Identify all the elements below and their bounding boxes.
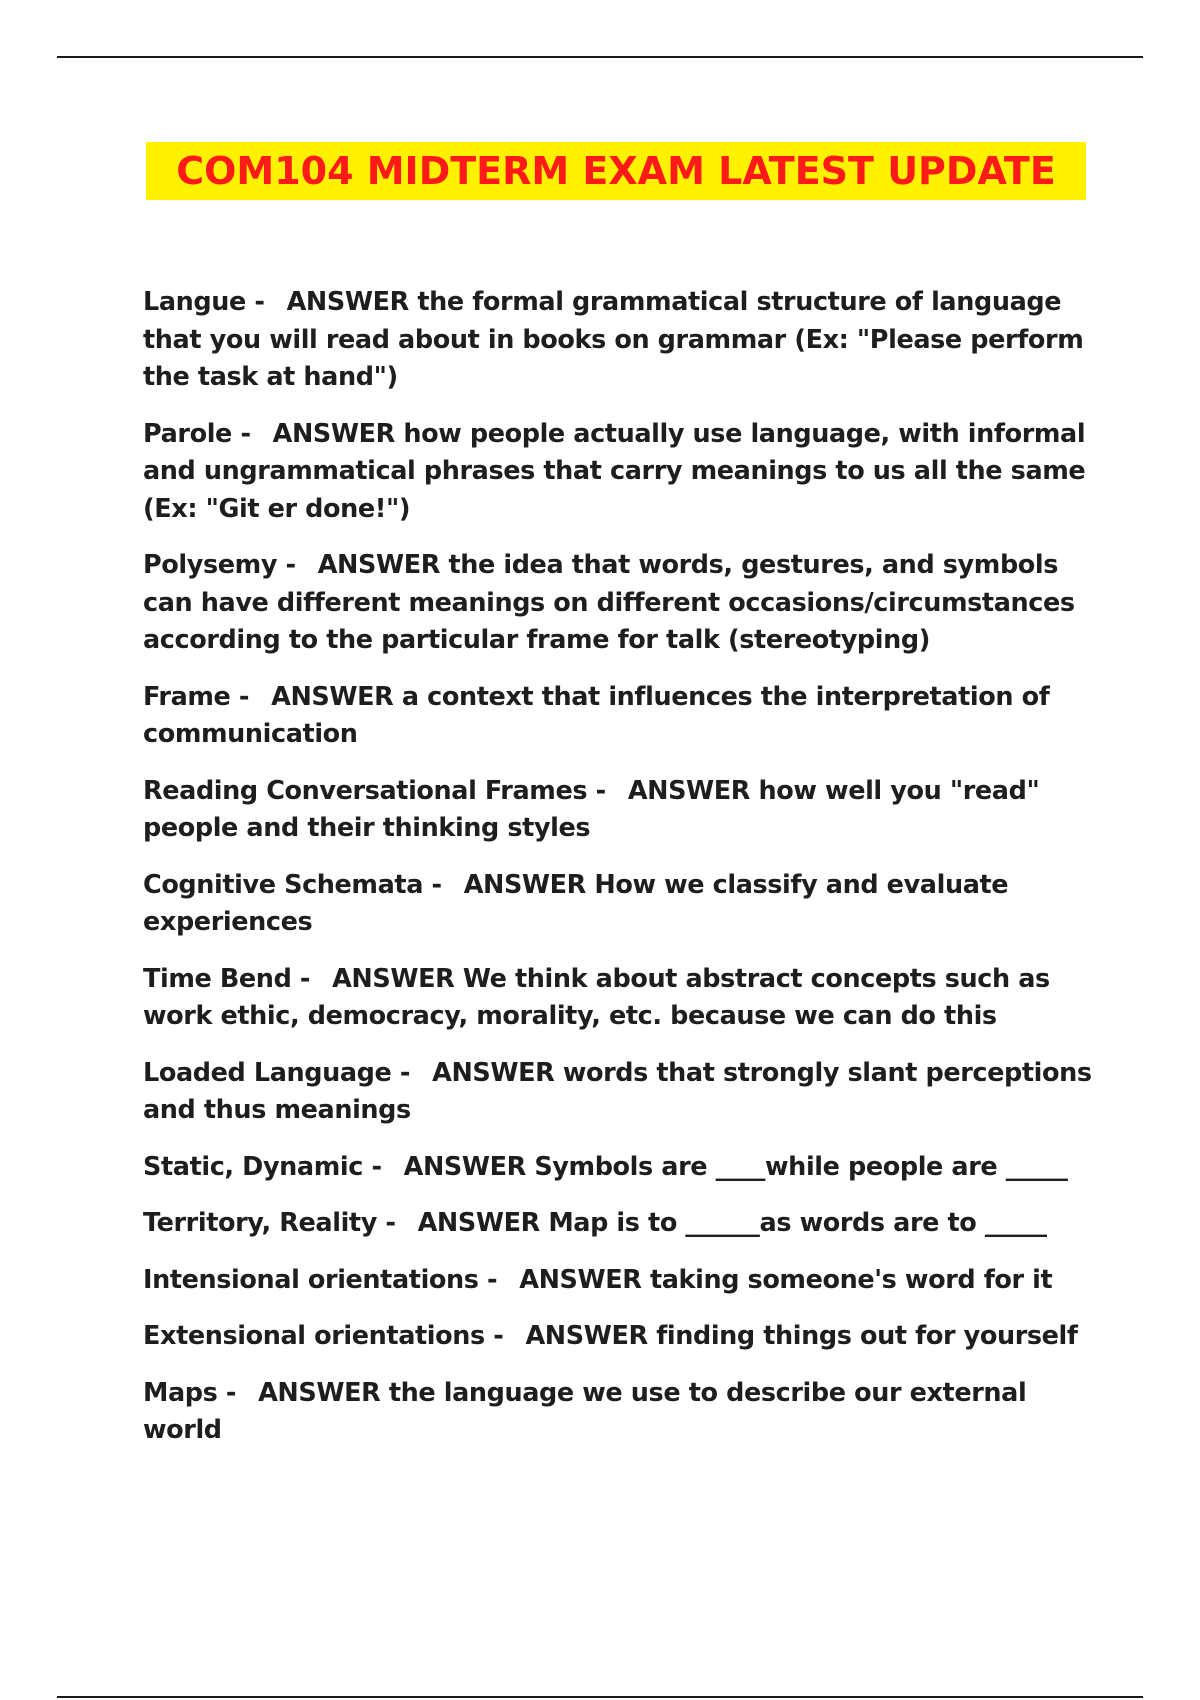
entry-frame xyxy=(143,679,1093,754)
entry-definition: We think about abstract concepts such as work ethic, democracy, morality, etc. because we can do this xyxy=(143,963,1050,1031)
entry-parole xyxy=(143,416,1093,529)
answer-label: ANSWER xyxy=(272,418,395,449)
entry-definition: how people actually use language, with informal and ungrammatical phrases that carry meanings to us all the same (Ex: "Git er done!") xyxy=(143,418,1086,524)
entry-time-bend xyxy=(143,961,1093,1036)
entry-separator: - xyxy=(399,1057,411,1088)
answer-label: ANSWER xyxy=(271,681,394,712)
entry-separator: - xyxy=(431,869,442,900)
entry-intensional-orientations xyxy=(143,1262,1093,1300)
entry-extensional-orientations xyxy=(143,1318,1093,1356)
answer-label: ANSWER xyxy=(286,287,409,317)
entry-separator: - xyxy=(238,681,250,712)
entry-term: Parole xyxy=(143,418,232,449)
entry-langue xyxy=(143,284,1093,397)
entry-term: Reading Conversational Frames xyxy=(143,775,588,806)
answer-label: ANSWER xyxy=(525,1321,648,1351)
entry-term: Cognitive Schemata xyxy=(143,869,424,900)
entry-polysemy xyxy=(143,547,1093,660)
answer-label: ANSWER xyxy=(463,869,586,900)
entry-definition: How we classify and evaluate experiences xyxy=(143,869,1009,937)
entry-term: Loaded Language xyxy=(143,1057,392,1088)
entry-definition: the formal grammatical structure of language that you will read about in books on grammar (Ex: "Please perform the task at hand") xyxy=(143,287,1084,392)
entry-term: Time Bend xyxy=(143,963,292,994)
answer-label: ANSWER xyxy=(403,1151,526,1182)
entry-loaded-language xyxy=(143,1055,1093,1130)
entry-reading-conversational-frames xyxy=(143,773,1093,848)
entry-term: Polysemy xyxy=(143,550,278,580)
entry-definition: finding things out for yourself xyxy=(656,1321,1078,1351)
entry-separator: - xyxy=(385,1208,396,1238)
entry-maps xyxy=(143,1375,1093,1450)
entry-term: Frame xyxy=(143,681,231,712)
entry-term: Maps xyxy=(143,1377,218,1408)
answer-label: ANSWER xyxy=(627,775,751,806)
answer-label: ANSWER xyxy=(417,1208,540,1238)
entry-term: Langue xyxy=(143,287,246,317)
entry-separator: - xyxy=(285,550,296,580)
entry-separator: - xyxy=(254,287,265,317)
title-highlight xyxy=(146,142,1086,200)
entry-territory-reality xyxy=(143,1205,1093,1243)
answer-label: ANSWER xyxy=(317,550,440,580)
entry-term: Static, Dynamic xyxy=(143,1151,363,1182)
entry-definition: Symbols are ____while people are _____ xyxy=(534,1151,1068,1182)
entry-separator: - xyxy=(595,775,606,806)
entry-definition: words that strongly slant perceptions and thus meanings xyxy=(143,1057,1092,1125)
entry-separator: - xyxy=(299,963,311,994)
entry-cognitive-schemata xyxy=(143,867,1093,942)
entry-term: Intensional orientations xyxy=(143,1264,479,1295)
entry-term: Territory, Reality xyxy=(143,1208,377,1238)
entry-separator: - xyxy=(371,1151,382,1182)
entry-static-dynamic xyxy=(143,1149,1093,1187)
document-title: COM104 MIDTERM EXAM LATEST UPDATE xyxy=(176,149,1056,193)
answer-label: ANSWER xyxy=(332,963,455,994)
entry-definition: Map is to ______as words are to _____ xyxy=(548,1208,1047,1238)
bottom-rule xyxy=(57,1696,1143,1698)
entry-definition: a context that influences the interpretation of communication xyxy=(143,681,1050,749)
entry-definition: the idea that words, gestures, and symbols can have different meanings on different occasions/circumstances according to the particular frame for talk (stereotyping) xyxy=(143,550,1075,655)
entry-separator: - xyxy=(225,1377,237,1408)
entry-separator: - xyxy=(487,1264,498,1295)
entry-list xyxy=(143,284,1093,1469)
entry-separator: - xyxy=(240,418,251,449)
entry-separator: - xyxy=(493,1321,504,1351)
entry-term: Extensional orientations xyxy=(143,1321,485,1351)
answer-label: ANSWER xyxy=(258,1377,381,1408)
entry-definition: taking someone's word for it xyxy=(649,1264,1053,1295)
top-rule xyxy=(57,56,1143,58)
answer-label: ANSWER xyxy=(519,1264,642,1295)
entry-definition: the language we use to describe our external world xyxy=(143,1377,1027,1445)
entry-definition: how well you "read" people and their thinking styles xyxy=(143,775,1040,843)
answer-label: ANSWER xyxy=(432,1057,555,1088)
